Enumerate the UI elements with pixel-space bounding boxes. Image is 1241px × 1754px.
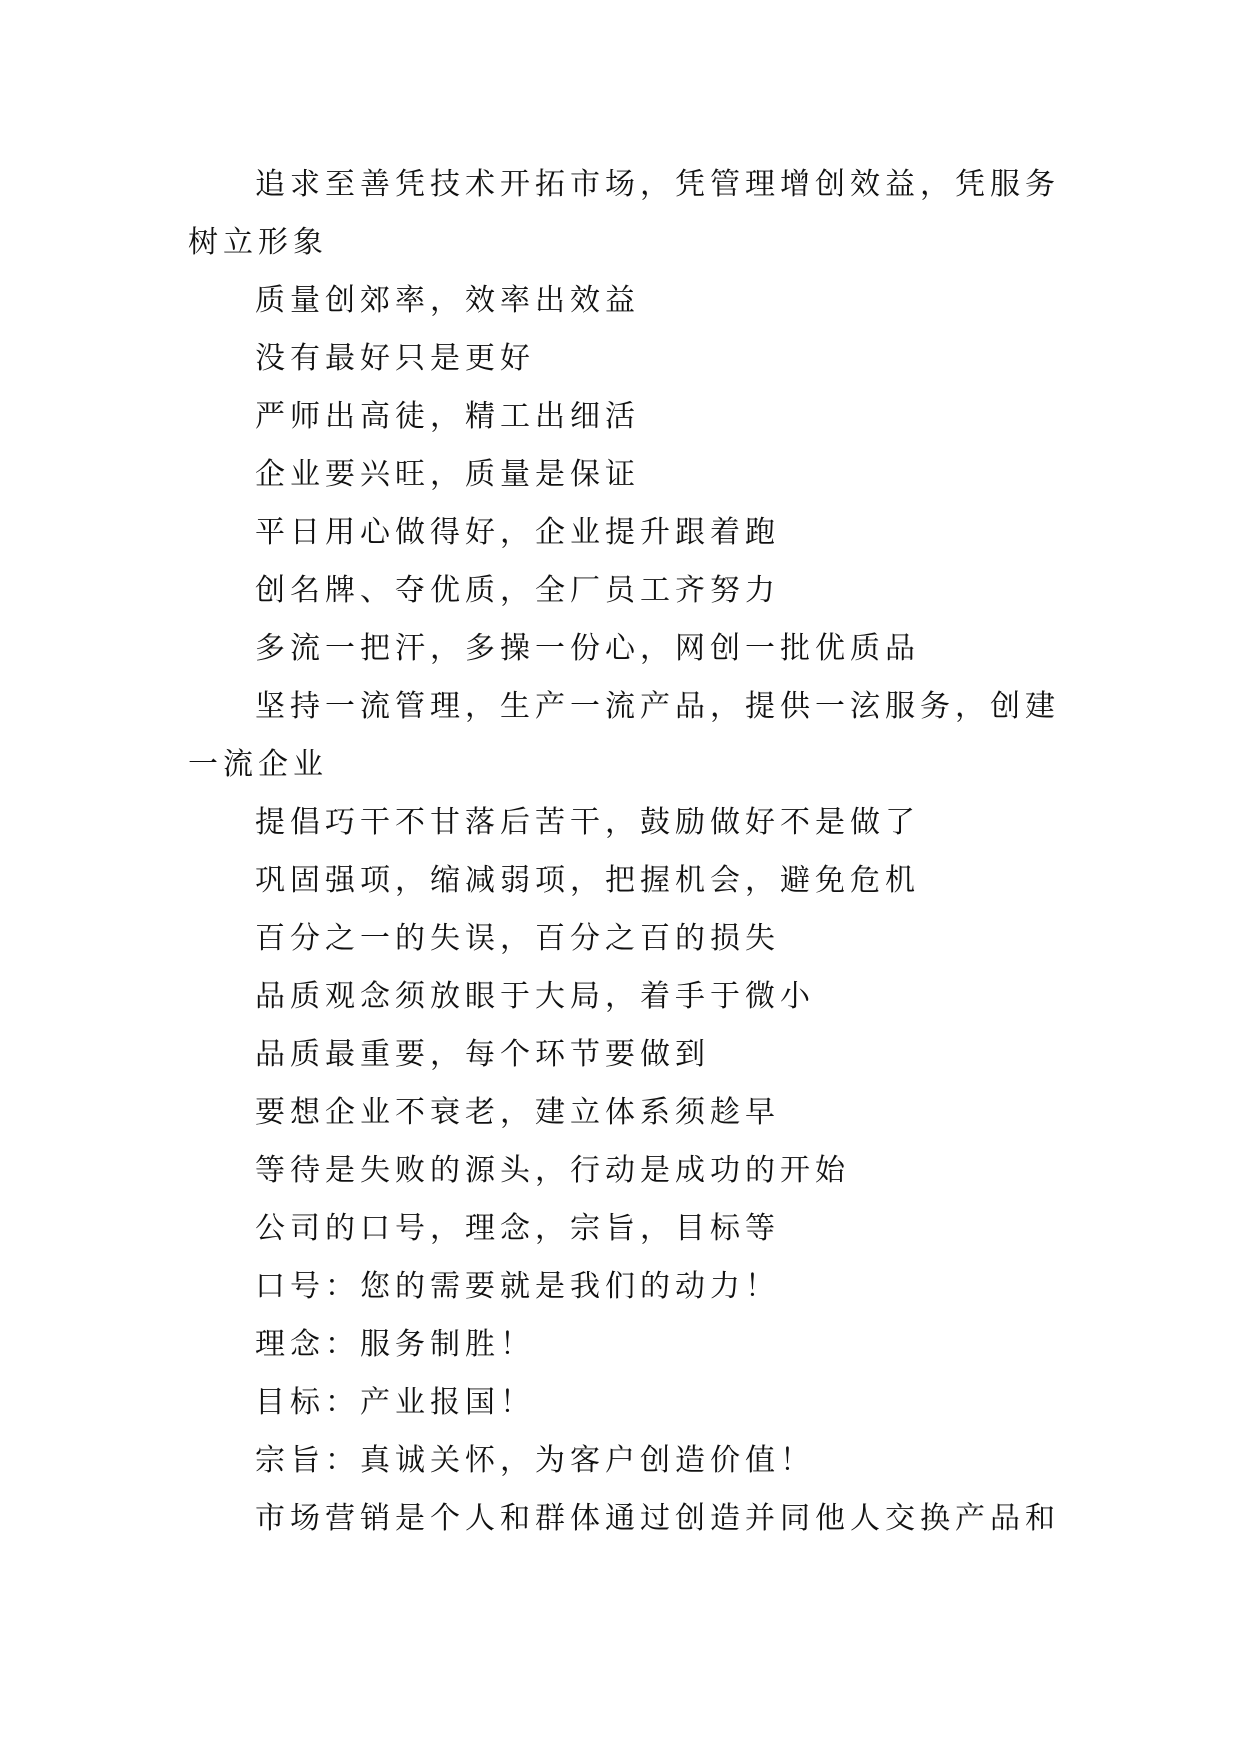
paragraph: 品质观念须放眼于大局，着手于微小 (255, 979, 815, 1014)
paragraph: 企业要兴旺，质量是保证 (255, 457, 640, 492)
paragraph: 口号：您的需要就是我们的动力！ (255, 1269, 780, 1304)
paragraph: 市场营销是个人和群体通过创造并同他人交换产品和 (255, 1501, 1060, 1536)
paragraph: 公司的口号，理念，宗旨，目标等 (255, 1211, 780, 1246)
paragraph: 宗旨：真诚关怀，为客户创造价值！ (255, 1443, 815, 1478)
paragraph: 追求至善凭技术开拓市场，凭管理增创效益，凭服务树立形象 (188, 167, 1060, 260)
paragraph: 质量创郊率，效率出效益 (255, 283, 640, 318)
paragraph: 多流一把汗，多操一份心，网创一批优质品 (255, 631, 920, 666)
paragraph: 没有最好只是更好 (255, 341, 535, 376)
paragraph: 巩固强项，缩减弱项，把握机会，避免危机 (255, 863, 920, 898)
paragraph: 严师出高徒，精工出细活 (255, 399, 640, 434)
paragraph: 坚持一流管理，生产一流产品，提供一泫服务，创建一流企业 (188, 689, 1060, 782)
paragraph: 目标：产业报国！ (255, 1385, 535, 1420)
paragraph: 要想企业不衰老，建立体系须趁早 (255, 1095, 780, 1130)
paragraph: 百分之一的失误，百分之百的损失 (255, 921, 780, 956)
paragraph: 平日用心做得好，企业提升跟着跑 (255, 515, 780, 550)
paragraph: 提倡巧干不甘落后苦干，鼓励做好不是做了 (255, 805, 920, 840)
paragraph: 创名牌、夺优质，全厂员工齐努力 (255, 573, 780, 608)
paragraph: 理念：服务制胜！ (255, 1327, 535, 1362)
document-body (188, 156, 1063, 1548)
paragraph: 等待是失败的源头，行动是成功的开始 (255, 1153, 850, 1188)
paragraph: 品质最重要，每个环节要做到 (255, 1037, 710, 1072)
